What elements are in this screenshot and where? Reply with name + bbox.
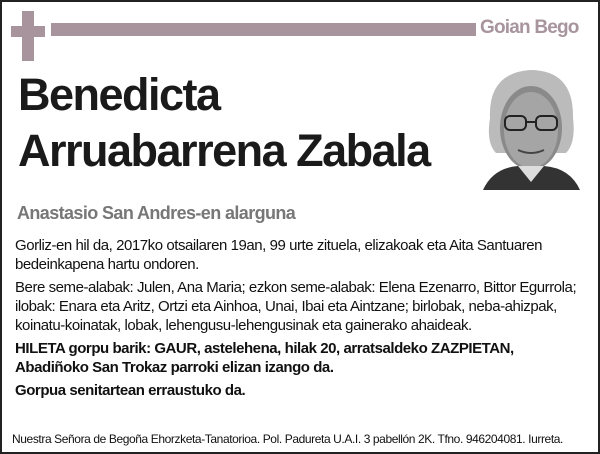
funeral-home-footer: Nuestra Señora de Begoña Ehorzketa-Tanatorioa. Pol. Padureta U.A.I. 3 pabellón 2K. Tfno. 946204081. Iurreta.: [12, 432, 563, 446]
deceased-first-name: Benedicta: [18, 69, 220, 120]
obituary-body: [15, 236, 585, 404]
portrait-photo: [478, 58, 584, 190]
header-bar: [51, 23, 476, 36]
deceased-surname: Arruabarrena Zabala: [18, 125, 430, 176]
funeral-info: HILETA gorpu barik: GAUR, astelehena, hilak 20, arratsaldeko ZAZPIETAN, Abadiñoko San Trokaz parroki elizan izango da.: [15, 340, 514, 376]
family-list: Bere seme-alabak: Julen, Ana Maria; ezkon seme-alabak: Elena Ezenarro, Bittor Egurrola; ilobak: Enara eta Aritz, Ortzi eta Ainhoa, Unai, Ibai eta Aintzane; birlobak, neba-ahizpak, koinatu-koinatak, lobak, lehengusu-lehengusinak eta gainerako ahaideak.: [15, 279, 577, 334]
header-label: Goian Bego: [480, 17, 579, 38]
cremation-note: Gorpua senitartean erraustuko da.: [15, 382, 246, 399]
death-notice: Gorliz-en hil da, 2017ko otsailaren 19an, 99 urte zituela, elizakoak eta Aita Santuaren bedeinkapena hartu ondoren.: [15, 237, 543, 273]
subtitle: Anastasio San Andres-en alarguna: [17, 203, 296, 223]
